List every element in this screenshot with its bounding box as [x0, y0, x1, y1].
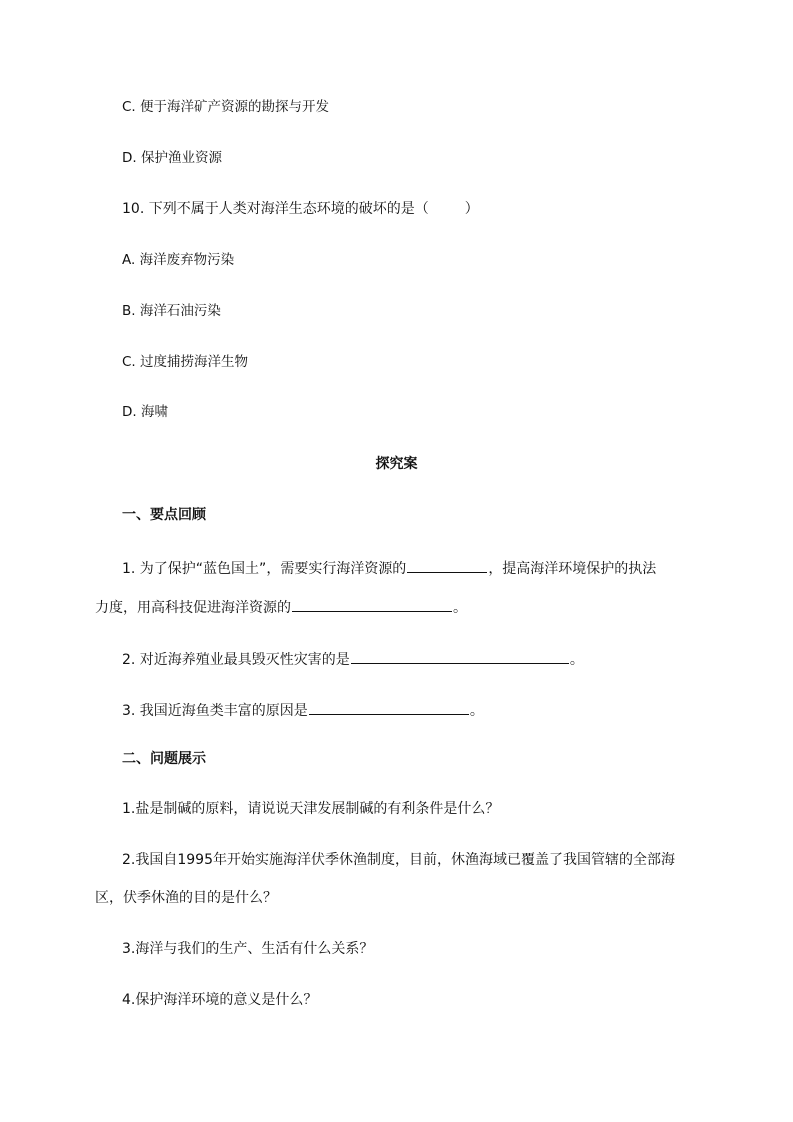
review-item-1-text-c: 力度，用高科技促进海洋资源的 [95, 600, 291, 616]
fill-blank[interactable] [351, 647, 569, 664]
review-item-1-text-b: ，提高海洋环境保护的执法 [488, 561, 657, 577]
review-item-2-end: 。 [569, 652, 584, 668]
q10-option-b: B. 海洋石油污染 [122, 303, 221, 319]
q9-option-c: C. 便于海洋矿产资源的勘探与开发 [122, 99, 330, 115]
q10-stem-text: 10. 下列不属于人类对海洋生态环境的破坏的是（ [122, 201, 429, 217]
q10-option-a: A. 海洋废弃物污染 [122, 252, 235, 268]
review-item-3-end: 。 [469, 703, 484, 719]
problem-4: 4.保护海洋环境的意义是什么？ [122, 992, 318, 1008]
q10-stem [122, 199, 479, 219]
review-item-1-text-a: 1. 为了保护“蓝色国土”，需要实行海洋资源的 [122, 561, 407, 577]
q10-option-c: C. 过度捕捞海洋生物 [122, 354, 249, 370]
section-title-explore: 探究案 [375, 456, 418, 472]
problem-2-line2: 区，伏季休渔的目的是什么？ [95, 890, 277, 906]
fill-blank[interactable] [407, 556, 487, 573]
fill-blank[interactable] [292, 595, 452, 612]
review-item-1-line2 [95, 595, 467, 618]
problem-2-line1: 2.我国自1995年开始实施海洋伏季休渔制度，目前，休渔海域已覆盖了我国管辖的全部海 [122, 852, 675, 868]
review-item-3-text: 3. 我国近海鱼类丰富的原因是 [122, 703, 308, 719]
review-item-3 [122, 698, 484, 721]
problem-3: 3.海洋与我们的生产、生活有什么关系？ [122, 941, 374, 957]
review-item-2-text: 2. 对近海养殖业最具毁灭性灾害的是 [122, 652, 350, 668]
q9-option-d: D. 保护渔业资源 [122, 150, 222, 166]
fill-blank[interactable] [309, 698, 469, 715]
review-item-2 [122, 647, 584, 670]
problem-1: 1.盐是制碱的原料，请说说天津发展制碱的有利条件是什么？ [122, 801, 500, 817]
q10-option-d: D. 海啸 [122, 404, 168, 420]
review-item-1-end: 。 [453, 600, 467, 616]
review-item-1-line1 [122, 556, 656, 579]
q10-stem-close: ） [464, 201, 479, 217]
section-heading-problems: 二、问题展示 [122, 751, 206, 767]
section-heading-review: 一、要点回顾 [122, 507, 206, 523]
